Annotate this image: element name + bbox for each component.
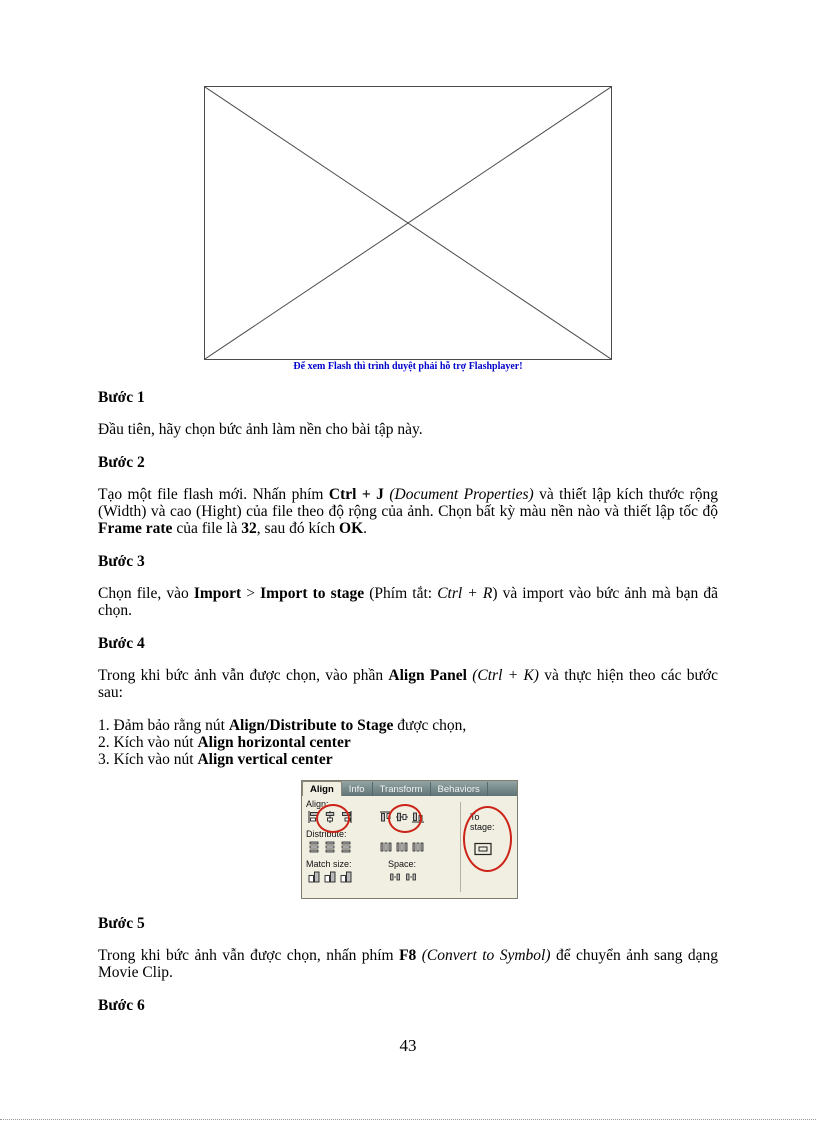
text-run-italic: Ctrl + R (437, 585, 493, 602)
panel-tab-bar (302, 781, 517, 796)
step-3-text (98, 585, 718, 619)
page-boundary-dots (0, 1119, 816, 1120)
match-size-buttons (307, 870, 353, 884)
match-height-icon (323, 870, 337, 884)
step-4-text (98, 667, 718, 701)
space-section-label: Space: (388, 859, 417, 869)
highlight-circle-horizontal-center (316, 804, 350, 833)
align-panel-illustration (301, 780, 518, 899)
text-run-bold: Frame rate (98, 520, 173, 537)
distribute-right-edge-icon (411, 840, 425, 854)
step-5-text (98, 947, 718, 981)
flash-caption: Để xem Flash thì trình duyệt phải hỗ trợ Flashplayer! (293, 361, 523, 372)
tab-transform: Transform (373, 782, 431, 796)
text-run-italic: (Ctrl + K) (472, 667, 539, 684)
text-run-bold: Ctrl + J (328, 486, 384, 503)
text-run-italic: (Document Properties) (389, 486, 534, 503)
text-run-bold: Import to stage (260, 585, 365, 602)
space-evenly-horizontally-icon (404, 870, 418, 884)
step-1-heading: Bước 1 (98, 389, 145, 406)
highlight-circle-vertical-center (388, 804, 422, 833)
text-run: ) và import vào bức ảnh mà bạn đã chọn. (98, 585, 718, 619)
step-2-heading: Bước 2 (98, 454, 145, 471)
distribute-horizontal-center-icon (395, 840, 409, 854)
step-4-heading: Bước 4 (98, 635, 145, 652)
step-3-heading: Bước 3 (98, 553, 145, 570)
distribute-section-label: Distribute: (306, 829, 347, 839)
text-run: để chuyển ảnh sang dạng Movie Clip. (98, 947, 719, 981)
text-run: được chọn, (393, 717, 467, 734)
text-run: Trong khi bức ảnh vẫn được chọn, nhấn phím (98, 947, 400, 964)
text-run: Chọn file, vào (98, 585, 194, 602)
text-run: Tạo một file flash mới. Nhấn phím (98, 486, 329, 503)
text-run: , sau đó kích (256, 520, 340, 537)
align-steps-list (98, 717, 718, 768)
text-run: > (241, 585, 261, 602)
text-run-bold: F8 (399, 947, 417, 964)
text-run: 2. Kích vào nút (98, 734, 198, 751)
page-number: 43 (399, 1036, 417, 1055)
align-section-label: Align: (306, 799, 329, 809)
text-run-bold: Align horizontal center (197, 734, 351, 751)
broken-image-cross-icon (205, 87, 611, 359)
match-size-section-label: Match size: (306, 859, 352, 869)
text-run-italic: (Convert to Symbol) (421, 947, 551, 964)
text-run-bold: OK (339, 520, 364, 537)
text-run-bold: Import (193, 585, 242, 602)
step-5-heading: Bước 5 (98, 915, 145, 932)
text-run-bold: 32 (241, 520, 257, 537)
text-run: 3. Kích vào nút (98, 751, 198, 768)
distribute-vertical-center-icon (323, 840, 337, 854)
text-run: 1. Đảm bảo rằng nút (98, 717, 229, 734)
panel-divider (460, 802, 461, 892)
text-run: của file là (172, 520, 242, 537)
space-evenly-vertically-icon (388, 870, 402, 884)
text-run-bold: Align vertical center (197, 751, 333, 768)
list-item-3 (98, 751, 718, 768)
text-run: và thực hiện theo các bước sau: (98, 667, 719, 701)
text-run: . (363, 520, 368, 537)
to-stage-label: To stage: (470, 812, 495, 832)
text-run: và thiết lập kích thước rộng (Width) và cao (Hight) của file theo độ rộng của ảnh. Chọn bất kỳ màu nền nào và thiết lập tốc độ (98, 486, 719, 520)
highlight-circle-to-stage (463, 806, 512, 872)
step-6-heading: Bước 6 (98, 997, 145, 1014)
text-run-bold: Align Panel (388, 667, 467, 684)
distribute-left-edge-icon (379, 840, 393, 854)
panel-body (302, 796, 517, 898)
list-item-1 (98, 717, 718, 734)
broken-image-placeholder (204, 86, 612, 360)
step-2-text (98, 486, 718, 537)
list-item-2 (98, 734, 718, 751)
distribute-bottom-edge-icon (339, 840, 353, 854)
text-run: Trong khi bức ảnh vẫn được chọn, vào phần (98, 667, 389, 684)
distribute-top-edge-icon (307, 840, 321, 854)
space-buttons (388, 870, 418, 884)
text-run: (Phím tắt: (364, 585, 438, 602)
tab-info: Info (342, 782, 373, 796)
match-width-icon (307, 870, 321, 884)
page-content (0, 86, 816, 1015)
distribute-vertical-buttons (307, 840, 353, 854)
match-width-and-height-icon (339, 870, 353, 884)
text-run-bold: Align/Distribute to Stage (228, 717, 394, 734)
step-1-text: Đầu tiên, hãy chọn bức ảnh làm nền cho bài tập này. (98, 421, 423, 438)
distribute-horizontal-buttons (379, 840, 425, 854)
tab-align: Align (302, 781, 342, 796)
tab-behaviors: Behaviors (431, 782, 488, 796)
